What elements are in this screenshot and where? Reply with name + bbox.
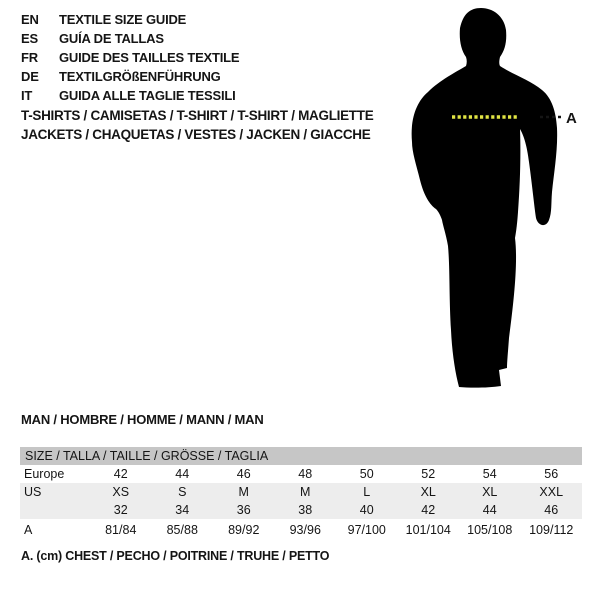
cell-us-3: M: [300, 485, 311, 499]
cell-us-6: XL: [482, 485, 498, 499]
cell-europe-6: 54: [482, 467, 497, 481]
section-title-man: MAN / HOMBRE / HOMME / MANN / MAN: [21, 412, 264, 427]
cell-usnum-5: 42: [421, 503, 436, 517]
size-table-header: SIZE / TALLA / TAILLE / GRÖSSE / TAGLIA: [20, 447, 582, 465]
table-row-chest-a: [20, 519, 582, 540]
cell-a-2: 89/92: [228, 522, 260, 537]
cell-usnum-4: 40: [359, 503, 374, 517]
cell-europe-1: 44: [175, 467, 190, 481]
category-line-jackets: JACKETS / CHAQUETAS / VESTES / JACKEN / GIACCHE: [21, 127, 371, 142]
cell-europe-4: 50: [359, 467, 374, 481]
footnote-chest-measurement: A. (cm) CHEST / PECHO / POITRINE / TRUHE / PETTO: [21, 549, 330, 563]
cell-a-6: 105/108: [467, 522, 513, 537]
cell-a-1: 85/88: [166, 522, 198, 537]
lang-label: TEXTILGRÖßENFÜHRUNG: [59, 69, 221, 84]
row-label-europe: Europe: [24, 467, 65, 481]
cell-usnum-0: 32: [113, 503, 128, 517]
lang-label: GUIDA ALLE TAGLIE TESSILI: [59, 88, 236, 103]
cell-usnum-2: 36: [236, 503, 251, 517]
man-silhouette: [412, 8, 558, 388]
size-table: [20, 447, 582, 540]
row-label-a: A: [24, 522, 33, 537]
cell-a-3: 93/96: [289, 522, 321, 537]
table-row-us-numeric: [20, 501, 582, 519]
cell-europe-3: 48: [298, 467, 313, 481]
cell-us-5: XL: [420, 485, 436, 499]
cell-usnum-3: 38: [298, 503, 313, 517]
lang-code: FR: [21, 50, 38, 65]
cell-us-0: XS: [112, 485, 130, 499]
cell-a-5: 101/104: [405, 522, 451, 537]
row-label-us: US: [24, 485, 42, 499]
table-row-europe: [20, 465, 582, 483]
cell-usnum-7: 46: [544, 503, 559, 517]
lang-code: ES: [21, 31, 38, 46]
cell-us-7: XXL: [539, 485, 564, 499]
cell-us-4: L: [363, 485, 371, 499]
row-label-empty: [20, 501, 90, 519]
cell-us-2: M: [238, 485, 249, 499]
category-line-tshirts: T-SHIRTS / CAMISETAS / T-SHIRT / T-SHIRT / MAGLIETTE: [21, 108, 374, 123]
lang-label: GUÍA DE TALLAS: [59, 31, 164, 46]
cell-usnum-1: 34: [175, 503, 190, 517]
size-table-header-row: [20, 447, 582, 465]
cell-us-1: S: [178, 485, 187, 499]
lang-code: DE: [21, 69, 39, 84]
measurement-label-a: A: [566, 110, 577, 127]
cell-europe-0: 42: [113, 467, 128, 481]
cell-a-7: 109/112: [529, 522, 574, 537]
cell-europe-5: 52: [421, 467, 436, 481]
cell-a-0: 81/84: [105, 522, 137, 537]
lang-code: EN: [21, 12, 39, 27]
cell-europe-7: 56: [544, 467, 559, 481]
cell-usnum-6: 44: [482, 503, 497, 517]
lang-label: TEXTILE SIZE GUIDE: [59, 12, 187, 27]
cell-a-4: 97/100: [347, 522, 386, 537]
cell-europe-2: 46: [236, 467, 251, 481]
table-row-us-letters: [20, 483, 582, 501]
lang-code: IT: [21, 88, 33, 103]
lang-label: GUIDE DES TAILLES TEXTILE: [59, 50, 240, 65]
